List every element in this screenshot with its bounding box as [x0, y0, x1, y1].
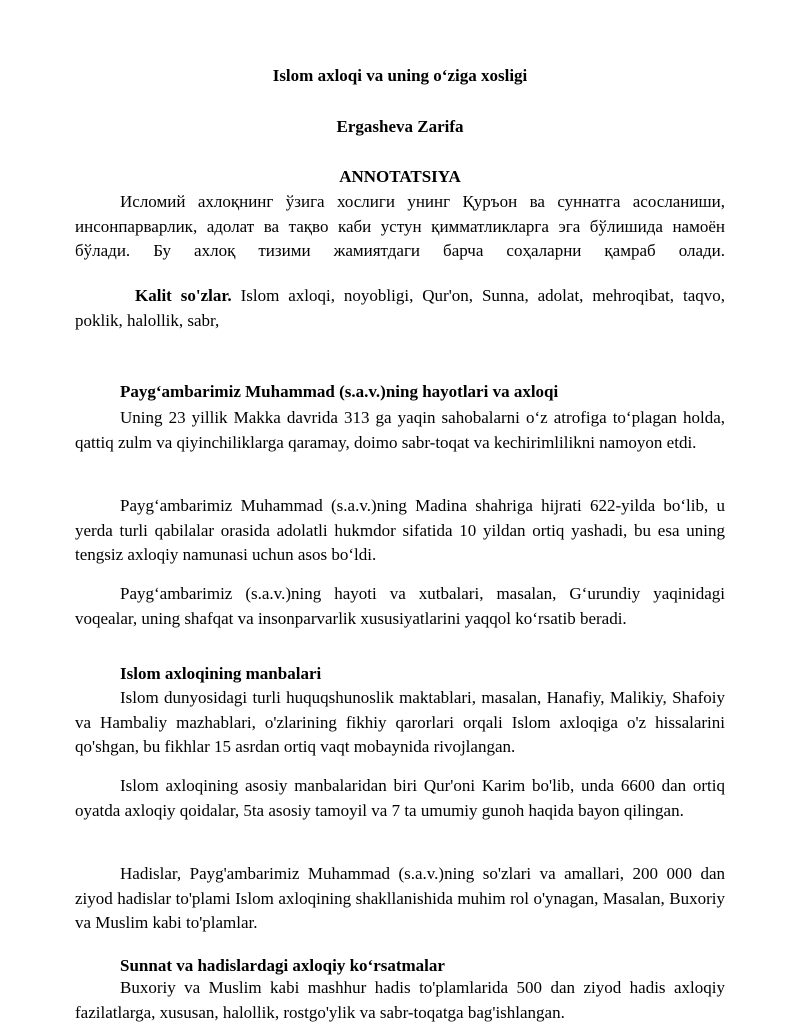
paragraph: Uning 23 yillik Makka davrida 313 ga yaqin sahobalarni o‘z atrofiga to‘plagan holda, qattiq zulm va qiyinchiliklarga qaramay, doimo sabr-toqat va kechirimlilikni namoyon etdi.	[75, 408, 725, 452]
section-heading-prophet-life: Payg‘ambarimiz Muhammad (s.a.v.)ning hayotlari va axloqi	[120, 382, 559, 401]
paragraph: Islom axloqining asosiy manbalaridan biri Qur'oni Karim bo'lib, unda 6600 dan ortiq oyatda axloqiy qoidalar, 5ta asosiy tamoyil va 7 ta umumiy gunoh haqida bayon qilingan.	[75, 776, 725, 820]
abstract-text: Исломий ахлоқнинг ўзига хослиги унинг Қуръон ва суннатга асосланиши, инсонпарварлик, адолат ва тақво каби устун қимматликларга эга бўлишида намоён бўлади. Бу ахлоқ тизими жамиятдаги барча соҳаларни қамраб олади.	[75, 192, 725, 260]
keywords-text: Islom axloqi, noyobligi, Qur'on, Sunna, adolat, mehroqibat, taqvo, poklik, halollik, sabr,	[75, 286, 725, 330]
author-name: Ergasheva Zarifa	[336, 117, 464, 136]
paragraph: Payg‘ambarimiz (s.a.v.)ning hayoti va xutbalari, masalan, G‘urundiy yaqinidagi voqealar, uning shafqat va insonparvarlik xususiyatlarini yaqqol ko‘rsatib beradi.	[75, 584, 725, 628]
paragraph: Buxoriy va Muslim kabi mashhur hadis to'plamlarida 500 dan ziyod hadis axloqiy fazilatlarga, xususan, halollik, rostgo'ylik va sabr-toqatga bag'ishlangan.	[75, 978, 725, 1022]
keywords-paragraph	[75, 284, 725, 333]
paragraph: Payg‘ambarimiz Muhammad (s.a.v.)ning Madina shahriga hijrati 622-yilda bo‘lib, u yerda turli qabilalar orasida adolatli hukmdor sifatida 10 yildan ortiq yashadi, bu esa uning tengsiz axloqiy namunasi uchun asos bo‘ldi.	[75, 496, 725, 564]
section-heading-sources: Islom axloqining manbalari	[120, 664, 322, 683]
abstract-paragraph	[75, 190, 725, 264]
keywords-label: Kalit so'zlar.	[135, 286, 232, 305]
section-heading-sunnah-hadith: Sunnat va hadislardagi axloqiy ko‘rsatmalar	[120, 956, 445, 975]
document-title: Islom axloqi va uning o‘ziga xosligi	[272, 66, 528, 85]
paragraph: Islom dunyosidagi turli huquqshunoslik maktablari, masalan, Hanafiy, Malikiy, Shafoiy va Hambaliy mazhablari, o'zlarining fikhiy qarorlari orqali Islom axloqiga o'z hissalarini qo'shgan, bu fikhlar 15 asrdan ortiq vaqt mobaynida rivojlangan.	[75, 688, 725, 756]
abstract-heading: ANNOTATSIYA	[339, 167, 461, 186]
paragraph: Hadislar, Payg'ambarimiz Muhammad (s.a.v.)ning so'zlari va amallari, 200 000 dan ziyod hadislar to'plami Islom axloqining shakllanishida muhim rol o'ynagan, Masalan, Buxoriy va Muslim kabi to'plamlar.	[75, 864, 725, 932]
